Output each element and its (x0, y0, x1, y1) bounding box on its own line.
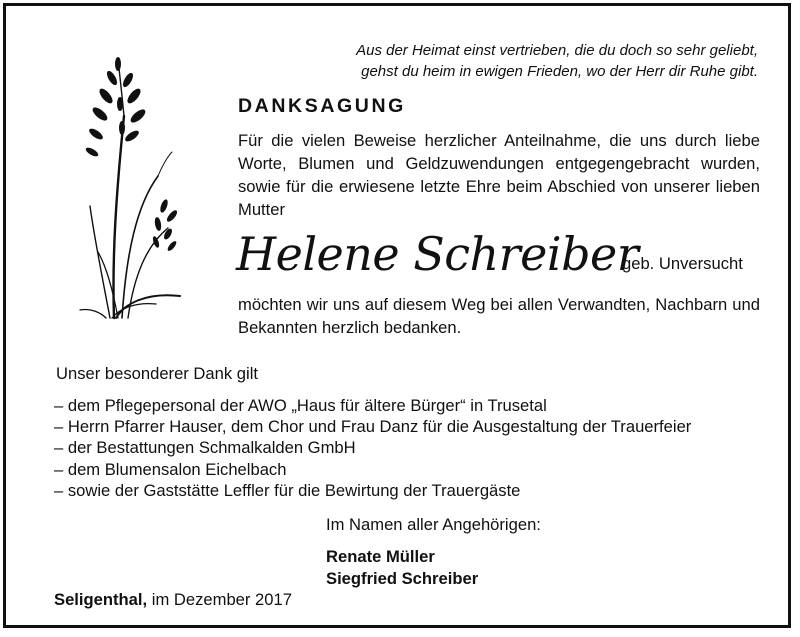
list-item: – der Bestattungen Schmalkalden GmbH (54, 438, 356, 458)
signer-name: Renate Müller (326, 547, 435, 566)
signers (326, 546, 541, 590)
motto-verse (318, 40, 758, 82)
place: Seligenthal, (54, 590, 148, 609)
date: im Dezember 2017 (151, 590, 292, 609)
motto-line: Aus der Heimat einst vertrieben, die du doch so sehr geliebt, (356, 42, 758, 59)
birth-name: geb. Unversucht (622, 254, 743, 273)
list-item: – dem Blumensalon Eichelbach (54, 459, 287, 479)
signoff (326, 514, 541, 590)
signoff-line: Im Namen aller Angehörigen: (326, 515, 541, 534)
list-item: – dem Pflegepersonal der AWO „Haus für ältere Bürger“ in Trusetal (54, 396, 547, 415)
special-thanks-intro: Unser besonderer Dank gilt (56, 364, 258, 383)
deceased-name: Helene Schreiber (236, 227, 639, 281)
motto-line: gehst du heim in ewigen Frieden, wo der Herr dir Ruhe gibt. (361, 63, 758, 80)
list-item: – Herrn Pfarrer Hauser, dem Chor und Frau Danz für die Ausgestaltung der Trauerfeier (54, 417, 692, 437)
thanks-paragraph-2: möchten wir uns auf diesem Weg bei allen Verwandten, Nachbarn und Bekannten herzlich bedanken. (238, 295, 760, 337)
signer-name: Siegfried Schreiber (326, 569, 479, 588)
place-date (54, 590, 292, 610)
grass-plant-icon (76, 56, 186, 326)
special-thanks-list (54, 395, 691, 501)
notice-frame (3, 3, 791, 628)
heading: DANKSAGUNG (238, 95, 406, 117)
thanks-paragraph-1: Für die vielen Beweise herzlicher Anteilnahme, die uns durch liebe Worte, Blumen und Geldzuwendungen entgegengebracht wurden, sowie für die erwiesene letzte Ehre beim Abschied von unserer lieben Mutter (238, 131, 760, 219)
list-item: – sowie der Gaststätte Leffler für die Bewirtung der Trauergäste (54, 480, 521, 500)
